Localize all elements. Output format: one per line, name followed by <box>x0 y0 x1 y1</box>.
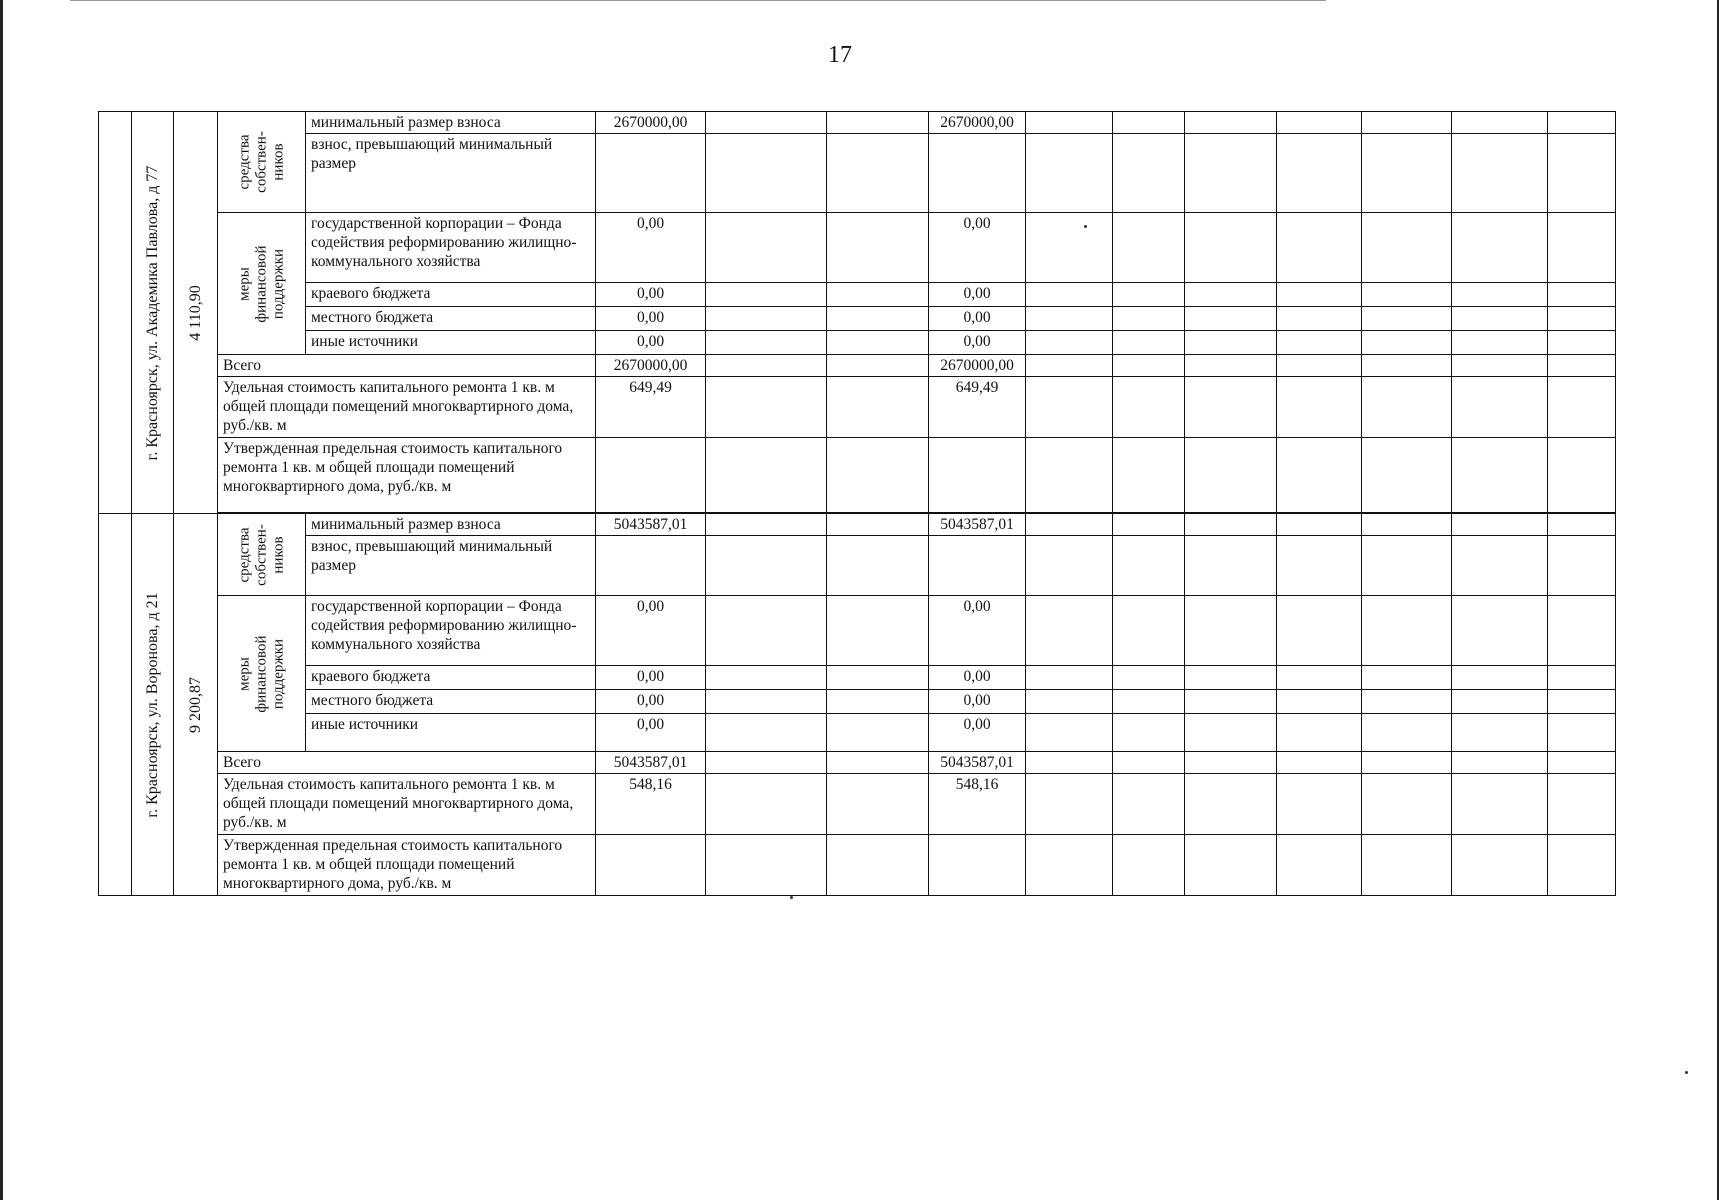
value-cell: 649,49 <box>596 377 706 438</box>
value-cell: 0,00 <box>596 307 706 331</box>
value-cell <box>596 438 706 513</box>
row-label: Утвержденная предельная стоимость капитального ремонта 1 кв. м общей площади помещений многоквартирного дома, руб./кв. м <box>218 438 596 513</box>
value-cell: 0,00 <box>596 666 706 690</box>
table-row <box>99 714 1616 752</box>
empty-cell <box>1548 438 1616 513</box>
value-cell: 0,00 <box>929 666 1026 690</box>
empty-cell <box>1113 438 1185 513</box>
scan-speck <box>790 896 793 899</box>
table-row <box>99 536 1616 596</box>
empty-cell <box>1185 377 1277 438</box>
row-label: минимальный размер взноса <box>306 112 596 134</box>
row-label: местного бюджета <box>306 307 596 331</box>
value-cell: 0,00 <box>929 690 1026 714</box>
empty-cell <box>1548 112 1616 134</box>
empty-cell <box>1362 112 1452 134</box>
empty-cell <box>1452 355 1548 377</box>
empty-cell <box>1362 752 1452 774</box>
table-row <box>99 690 1616 714</box>
empty-cell <box>1277 666 1362 690</box>
empty-cell <box>1452 514 1548 536</box>
empty-cell <box>1277 514 1362 536</box>
empty-cell <box>827 536 929 596</box>
empty-cell <box>1026 134 1113 213</box>
empty-cell <box>1026 596 1113 666</box>
empty-cell <box>706 690 827 714</box>
empty-cell <box>1113 752 1185 774</box>
empty-cell <box>1026 714 1113 752</box>
owners-funds-group <box>218 514 306 596</box>
empty-cell <box>1113 690 1185 714</box>
area-cell <box>174 514 218 896</box>
table-row <box>99 283 1616 307</box>
empty-cell <box>1452 134 1548 213</box>
value-cell: 5043587,01 <box>596 752 706 774</box>
value-cell: 5043587,01 <box>929 752 1026 774</box>
table-row <box>99 331 1616 355</box>
value-cell: 2670000,00 <box>596 355 706 377</box>
empty-cell <box>1362 283 1452 307</box>
empty-cell <box>1548 536 1616 596</box>
empty-cell <box>1185 596 1277 666</box>
empty-cell <box>1452 331 1548 355</box>
value-cell: 5043587,01 <box>596 514 706 536</box>
empty-cell <box>706 307 827 331</box>
empty-cell <box>827 596 929 666</box>
table-row <box>99 666 1616 690</box>
scan-speck <box>1685 1071 1688 1074</box>
empty-cell <box>1362 355 1452 377</box>
value-cell <box>929 438 1026 513</box>
empty-cell <box>1026 752 1113 774</box>
value-cell: 0,00 <box>929 283 1026 307</box>
blank-cell <box>99 514 132 896</box>
empty-cell <box>827 835 929 896</box>
row-label: государственной корпорации – Фонда содействия реформированию жилищно-коммунального хозяйства <box>306 213 596 283</box>
empty-cell <box>1452 666 1548 690</box>
empty-cell <box>1185 835 1277 896</box>
value-cell <box>596 835 706 896</box>
empty-cell <box>1548 666 1616 690</box>
empty-cell <box>706 752 827 774</box>
empty-cell <box>1113 134 1185 213</box>
address-text: г. Красноярск, ул. Воронова, д 21 <box>143 591 161 818</box>
empty-cell <box>1113 666 1185 690</box>
empty-cell <box>1113 596 1185 666</box>
empty-cell <box>827 355 929 377</box>
empty-cell <box>1277 714 1362 752</box>
value-cell: 0,00 <box>929 596 1026 666</box>
empty-cell <box>1026 307 1113 331</box>
value-cell: 0,00 <box>596 690 706 714</box>
empty-cell <box>1452 774 1548 835</box>
empty-cell <box>1452 752 1548 774</box>
empty-cell <box>706 331 827 355</box>
value-cell <box>596 134 706 213</box>
empty-cell <box>1026 835 1113 896</box>
value-cell: 0,00 <box>929 307 1026 331</box>
area-cell <box>174 112 218 514</box>
empty-cell <box>706 774 827 835</box>
empty-cell <box>706 714 827 752</box>
empty-cell <box>1362 377 1452 438</box>
empty-cell <box>827 331 929 355</box>
empty-cell <box>827 774 929 835</box>
empty-cell <box>1185 666 1277 690</box>
empty-cell <box>1185 438 1277 513</box>
empty-cell <box>1362 596 1452 666</box>
empty-cell <box>1185 774 1277 835</box>
empty-cell <box>1026 331 1113 355</box>
value-cell: 0,00 <box>596 331 706 355</box>
row-label: иные источники <box>306 331 596 355</box>
empty-cell <box>1113 377 1185 438</box>
empty-cell <box>1113 112 1185 134</box>
empty-cell <box>1277 134 1362 213</box>
empty-cell <box>706 438 827 513</box>
address-cell <box>132 112 174 514</box>
empty-cell <box>1113 331 1185 355</box>
empty-cell <box>1452 438 1548 513</box>
empty-cell <box>1452 377 1548 438</box>
empty-cell <box>1548 213 1616 283</box>
empty-cell <box>706 213 827 283</box>
empty-cell <box>1277 283 1362 307</box>
empty-cell <box>1362 666 1452 690</box>
value-cell: 0,00 <box>596 283 706 307</box>
empty-cell <box>1452 283 1548 307</box>
area-text: 9 200,87 <box>186 676 204 733</box>
empty-cell <box>1548 283 1616 307</box>
empty-cell <box>1026 283 1113 307</box>
table-row <box>99 377 1616 438</box>
empty-cell <box>1452 213 1548 283</box>
empty-cell <box>827 134 929 213</box>
empty-cell <box>1362 774 1452 835</box>
empty-cell <box>1026 377 1113 438</box>
empty-cell <box>827 666 929 690</box>
table-row <box>99 355 1616 377</box>
empty-cell <box>1113 355 1185 377</box>
empty-cell <box>1362 835 1452 896</box>
blank-cell <box>99 112 132 514</box>
empty-cell <box>1452 112 1548 134</box>
capital-repair-table <box>98 111 1616 896</box>
empty-cell <box>1548 596 1616 666</box>
empty-cell <box>1185 283 1277 307</box>
value-cell: 0,00 <box>596 596 706 666</box>
empty-cell <box>1362 536 1452 596</box>
value-cell: 0,00 <box>929 331 1026 355</box>
empty-cell <box>706 835 827 896</box>
empty-cell <box>706 514 827 536</box>
empty-cell <box>827 112 929 134</box>
table-row <box>99 774 1616 835</box>
empty-cell <box>1277 835 1362 896</box>
empty-cell <box>1277 213 1362 283</box>
empty-cell <box>1026 438 1113 513</box>
empty-cell <box>1362 514 1452 536</box>
empty-cell <box>1277 690 1362 714</box>
empty-cell <box>827 690 929 714</box>
row-label: иные источники <box>306 714 596 752</box>
empty-cell <box>1277 307 1362 331</box>
value-cell: 0,00 <box>596 714 706 752</box>
table-row <box>99 213 1616 283</box>
empty-cell <box>827 714 929 752</box>
empty-cell <box>1277 596 1362 666</box>
empty-cell <box>1185 307 1277 331</box>
address-cell <box>132 514 174 896</box>
empty-cell <box>1026 112 1113 134</box>
row-label: Всего <box>218 355 596 377</box>
empty-cell <box>1452 714 1548 752</box>
row-label: Утвержденная предельная стоимость капитального ремонта 1 кв. м общей площади помещений многоквартирного дома, руб./кв. м <box>218 835 596 896</box>
row-label: Удельная стоимость капитального ремонта 1 кв. м общей площади помещений многоквартирного дома, руб./кв. м <box>218 377 596 438</box>
empty-cell <box>1362 714 1452 752</box>
empty-cell <box>1452 690 1548 714</box>
empty-cell <box>1113 514 1185 536</box>
row-label: взнос, превышающий минимальный размер <box>306 134 596 213</box>
empty-cell <box>827 213 929 283</box>
empty-cell <box>1548 307 1616 331</box>
page-number: 17 <box>828 42 852 68</box>
value-cell: 548,16 <box>596 774 706 835</box>
support-measures-group <box>218 596 306 752</box>
empty-cell <box>1113 835 1185 896</box>
empty-cell <box>827 377 929 438</box>
row-label: государственной корпорации – Фонда содействия реформированию жилищно-коммунального хозяйства <box>306 596 596 666</box>
empty-cell <box>1548 514 1616 536</box>
empty-cell <box>1113 307 1185 331</box>
empty-cell <box>1548 331 1616 355</box>
empty-cell <box>1277 377 1362 438</box>
empty-cell <box>706 283 827 307</box>
empty-cell <box>1277 355 1362 377</box>
value-cell <box>929 536 1026 596</box>
row-label: местного бюджета <box>306 690 596 714</box>
empty-cell <box>1185 514 1277 536</box>
empty-cell <box>1452 596 1548 666</box>
row-label: взнос, превышающий минимальный размер <box>306 536 596 596</box>
top-rule <box>70 0 1326 1</box>
row-label: Удельная стоимость капитального ремонта 1 кв. м общей площади помещений многоквартирного дома, руб./кв. м <box>218 774 596 835</box>
value-cell: 2670000,00 <box>596 112 706 134</box>
empty-cell <box>1548 835 1616 896</box>
table-row <box>99 752 1616 774</box>
empty-cell <box>827 438 929 513</box>
empty-cell <box>1548 134 1616 213</box>
empty-cell <box>706 536 827 596</box>
table-row <box>99 514 1616 536</box>
empty-cell <box>706 355 827 377</box>
empty-cell <box>1185 690 1277 714</box>
empty-cell <box>1185 752 1277 774</box>
empty-cell <box>706 377 827 438</box>
empty-cell <box>1362 134 1452 213</box>
empty-cell <box>1548 690 1616 714</box>
empty-cell <box>1548 355 1616 377</box>
empty-cell <box>1362 438 1452 513</box>
table-row <box>99 134 1616 213</box>
empty-cell <box>1277 331 1362 355</box>
empty-cell <box>1185 331 1277 355</box>
empty-cell <box>706 134 827 213</box>
empty-cell <box>1548 774 1616 835</box>
empty-cell <box>706 596 827 666</box>
page-right-edge <box>1717 0 1719 1200</box>
value-cell: 2670000,00 <box>929 112 1026 134</box>
table-row <box>99 307 1616 331</box>
value-cell: 548,16 <box>929 774 1026 835</box>
empty-cell <box>1026 536 1113 596</box>
empty-cell <box>1548 752 1616 774</box>
empty-cell <box>1185 213 1277 283</box>
value-cell: 0,00 <box>929 213 1026 283</box>
empty-cell <box>706 112 827 134</box>
empty-cell <box>1452 835 1548 896</box>
empty-cell <box>1452 307 1548 331</box>
row-label: краевого бюджета <box>306 666 596 690</box>
empty-cell <box>1026 690 1113 714</box>
value-cell <box>929 134 1026 213</box>
empty-cell <box>1185 355 1277 377</box>
value-cell: 0,00 <box>596 213 706 283</box>
empty-cell <box>1452 536 1548 596</box>
support-measures-label: меры финансовой поддержки <box>236 244 286 323</box>
row-label: минимальный размер взноса <box>306 514 596 536</box>
empty-cell <box>827 283 929 307</box>
empty-cell <box>1185 134 1277 213</box>
support-measures-label: меры финансовой поддержки <box>236 634 286 713</box>
address-text: г. Красноярск, ул. Академика Павлова, д 77 <box>143 165 161 460</box>
empty-cell <box>1362 331 1452 355</box>
value-cell: 649,49 <box>929 377 1026 438</box>
empty-cell <box>1185 714 1277 752</box>
empty-cell <box>1113 536 1185 596</box>
table-row <box>99 112 1616 134</box>
empty-cell <box>1548 714 1616 752</box>
empty-cell <box>1277 112 1362 134</box>
table-row <box>99 596 1616 666</box>
area-text: 4 110,90 <box>186 284 204 341</box>
empty-cell <box>827 307 929 331</box>
page-left-edge <box>0 0 3 1200</box>
empty-cell <box>1277 438 1362 513</box>
empty-cell <box>1277 774 1362 835</box>
empty-cell <box>1548 377 1616 438</box>
empty-cell <box>1026 666 1113 690</box>
empty-cell <box>827 752 929 774</box>
support-measures-group <box>218 213 306 355</box>
empty-cell <box>1113 213 1185 283</box>
row-label: Всего <box>218 752 596 774</box>
table-row <box>99 835 1616 896</box>
empty-cell <box>1026 514 1113 536</box>
empty-cell <box>1113 774 1185 835</box>
empty-cell <box>1113 714 1185 752</box>
empty-cell <box>1362 213 1452 283</box>
empty-cell <box>1277 536 1362 596</box>
value-cell: 0,00 <box>929 714 1026 752</box>
value-cell: 5043587,01 <box>929 514 1026 536</box>
empty-cell <box>1185 112 1277 134</box>
empty-cell <box>1113 283 1185 307</box>
value-cell <box>596 536 706 596</box>
table-row <box>99 438 1616 513</box>
row-label: краевого бюджета <box>306 283 596 307</box>
empty-cell <box>1185 536 1277 596</box>
empty-cell <box>706 666 827 690</box>
value-cell <box>929 835 1026 896</box>
scan-speck <box>1084 225 1087 228</box>
empty-cell <box>827 514 929 536</box>
value-cell: 2670000,00 <box>929 355 1026 377</box>
owners-funds-label: средства собствен-ников <box>236 131 286 193</box>
empty-cell <box>1277 752 1362 774</box>
empty-cell <box>1026 774 1113 835</box>
empty-cell <box>1362 307 1452 331</box>
empty-cell <box>1362 690 1452 714</box>
owners-funds-group <box>218 112 306 213</box>
empty-cell <box>1026 213 1113 283</box>
empty-cell <box>1026 355 1113 377</box>
owners-funds-label: средства собствен-ников <box>236 523 286 586</box>
